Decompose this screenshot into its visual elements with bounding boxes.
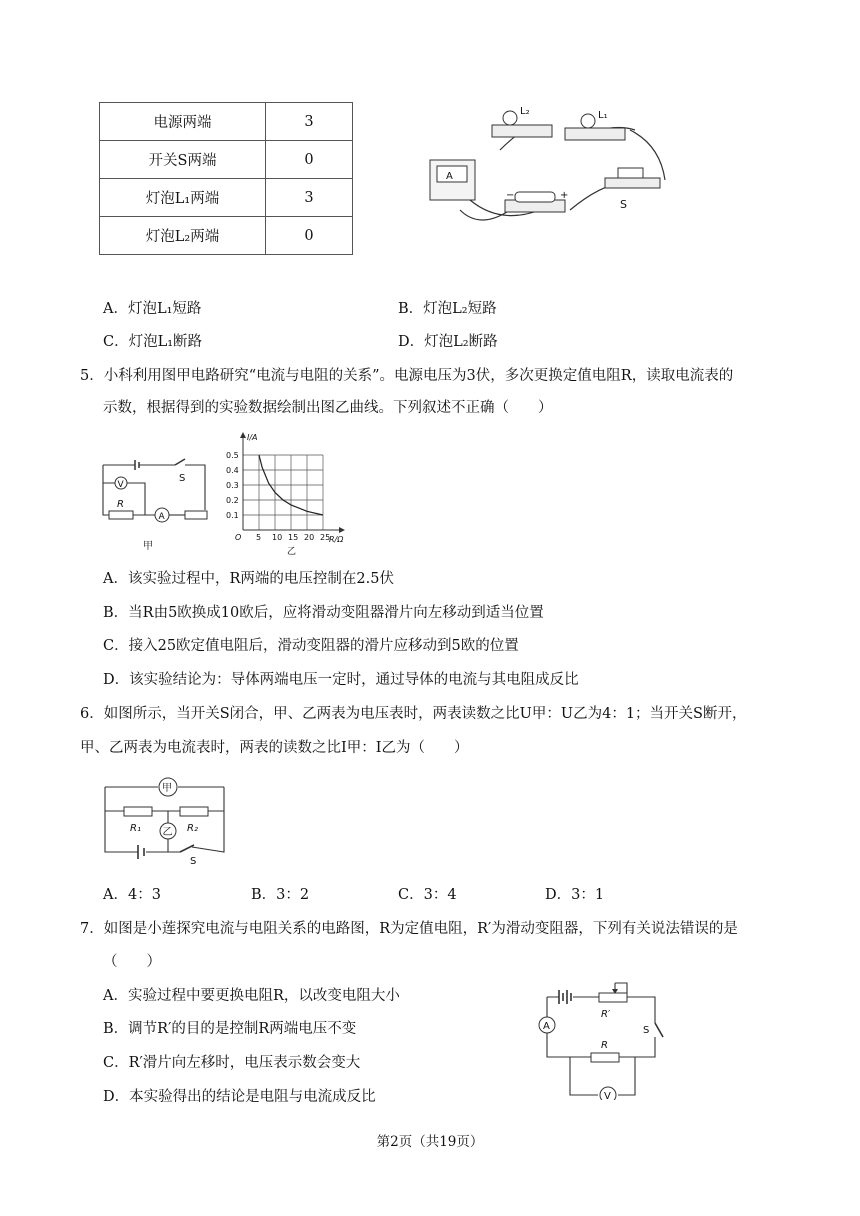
- y-tick-label: 0.5: [226, 451, 239, 460]
- q6-stem-line2: 甲、乙两表为电流表时，两表的读数之比I甲：I乙为（ ）: [80, 740, 469, 756]
- q7-stem-line1: 7．如图是小莲探究电流与电阻关系的电路图，R为定值电阻，R′为滑动变阻器，下列有关说法错误的是: [80, 921, 738, 937]
- plus-label: +: [560, 190, 569, 201]
- table-row: [100, 179, 353, 217]
- v-label: V: [117, 480, 124, 490]
- q5-option-a: A．该实验过程中，R两端的电压控制在2.5伏: [103, 571, 394, 587]
- y-tick-label: 0.4: [226, 466, 239, 475]
- circuit-figure-q7: [535, 975, 675, 1100]
- jia-label: 甲: [162, 783, 172, 794]
- q5-stem-line2: 示数，根据得到的实验数据绘制出图乙曲线。下列叙述不正确（ ）: [103, 400, 553, 416]
- table-cell-value: 3: [266, 103, 353, 141]
- q5-option-d: D．该实验结论为：导体两端电压一定时，通过导体的电流与其电阻成反比: [103, 672, 579, 688]
- q7-option-b: B．调节R′的目的是控制R两端电压不变: [103, 1021, 357, 1037]
- voltage-table: [99, 102, 353, 255]
- x-tick-label: 10: [272, 533, 283, 542]
- y-axis-label: I/A: [247, 433, 258, 442]
- q7-option-c: C．R′滑片向左移时，电压表示数会变大: [103, 1055, 361, 1071]
- s-label: S: [179, 473, 186, 484]
- table-cell-value: 0: [266, 217, 353, 255]
- q6-option-c: C．3：4: [398, 887, 457, 903]
- resistor-r: [109, 511, 133, 519]
- yi-label: 乙: [162, 827, 173, 838]
- a-label: A: [446, 171, 453, 182]
- table-cell-label: 灯泡L₁两端: [100, 179, 266, 217]
- origin-label: O: [235, 533, 242, 542]
- y-axis-arrow: [240, 432, 246, 438]
- y-tick-label: 0.3: [226, 481, 239, 490]
- switch-lever: [175, 459, 185, 465]
- rp-label: R′: [601, 1009, 611, 1020]
- q7-option-d: D．本实验得出的结论是电阻与电流成反比: [103, 1089, 376, 1105]
- q4-option-d: D．灯泡L₂断路: [398, 334, 498, 350]
- q5-option-c: C．接入25欧定值电阻后，滑动变阻器的滑片应移动到5欧的位置: [103, 638, 519, 654]
- s-label: S: [643, 1025, 650, 1036]
- q5-option-b: B．当R由5欧换成10欧后，应将滑动变阻器滑片向左移动到适当位置: [103, 605, 544, 621]
- table-row: [100, 217, 353, 255]
- table-cell-value: 3: [266, 179, 353, 217]
- v-label: V: [604, 1091, 611, 1100]
- q7-stem-line2: （ ）: [103, 954, 161, 970]
- table-row: [100, 103, 353, 141]
- minus-label: −: [506, 190, 515, 201]
- physical-circuit-figure: [420, 100, 690, 240]
- ammeter-device: [430, 160, 475, 200]
- l1-label: L₁: [598, 110, 608, 121]
- a-label: A: [158, 512, 165, 522]
- switch-device: [605, 168, 660, 211]
- table-cell-label: 电源两端: [100, 103, 266, 141]
- x-tick-label: 15: [288, 533, 299, 542]
- battery-device: [505, 190, 568, 212]
- q6-option-b: B．3：2: [251, 887, 310, 903]
- rheostat: [185, 511, 207, 519]
- q7-option-a: A．实验过程中要更换电阻R，以改变电阻大小: [103, 988, 400, 1004]
- y-tick-label: 0.2: [226, 496, 239, 505]
- page-footer: 第2页（共19页）: [376, 1134, 484, 1150]
- r-label: R: [601, 1040, 608, 1051]
- resistor-r1: [124, 807, 152, 816]
- x-tick-label: 20: [304, 533, 315, 542]
- r-label: R: [117, 499, 124, 510]
- circuit-figure-jia: [95, 455, 215, 555]
- fig-caption: 甲: [143, 541, 153, 552]
- q6-option-d: D．3：1: [545, 887, 605, 903]
- r1-label: R₁: [130, 823, 141, 834]
- y-tick-label: 0.1: [226, 511, 239, 520]
- q4-option-a: A．灯泡L₁短路: [103, 301, 202, 317]
- r2-label: R₂: [187, 823, 198, 834]
- table-cell-label: 灯泡L₂两端: [100, 217, 266, 255]
- l2-label: L₂: [520, 106, 530, 117]
- s-label: S: [190, 856, 197, 865]
- s-label: S: [620, 198, 627, 211]
- table-row: [100, 141, 353, 179]
- q6-option-a: A．4：3: [103, 887, 161, 903]
- bulb-l2: [492, 106, 552, 137]
- circuit-figure-q6: [100, 775, 230, 865]
- chart-caption: 乙: [287, 547, 297, 557]
- table-cell-value: 0: [266, 141, 353, 179]
- a-label: A: [543, 1021, 550, 1032]
- resistor-r2: [180, 807, 208, 816]
- q5-stem-line1: 5．小科利用图甲电路研究“电流与电阻的关系”。电源电压为3伏，多次更换定值电阻R，读取电流表的: [80, 368, 734, 384]
- bulb-l1: [565, 110, 625, 140]
- x-axis-arrow: [339, 527, 345, 533]
- x-tick-label: 5: [256, 533, 262, 542]
- x-tick-label: 25: [320, 533, 331, 542]
- x-axis-label: R/Ω: [329, 535, 344, 544]
- chart-i-r: [225, 430, 355, 560]
- q4-option-c: C．灯泡L₁断路: [103, 334, 203, 350]
- table-cell-label: 开关S两端: [100, 141, 266, 179]
- q4-option-b: B．灯泡L₂短路: [398, 301, 497, 317]
- q6-stem-line1: 6．如图所示，当开关S闭合，甲、乙两表为电压表时，两表读数之比U甲：U乙为4：1；当开关S断开，: [80, 706, 747, 722]
- resistor-r: [591, 1053, 619, 1062]
- rheostat-rp: [599, 993, 627, 1002]
